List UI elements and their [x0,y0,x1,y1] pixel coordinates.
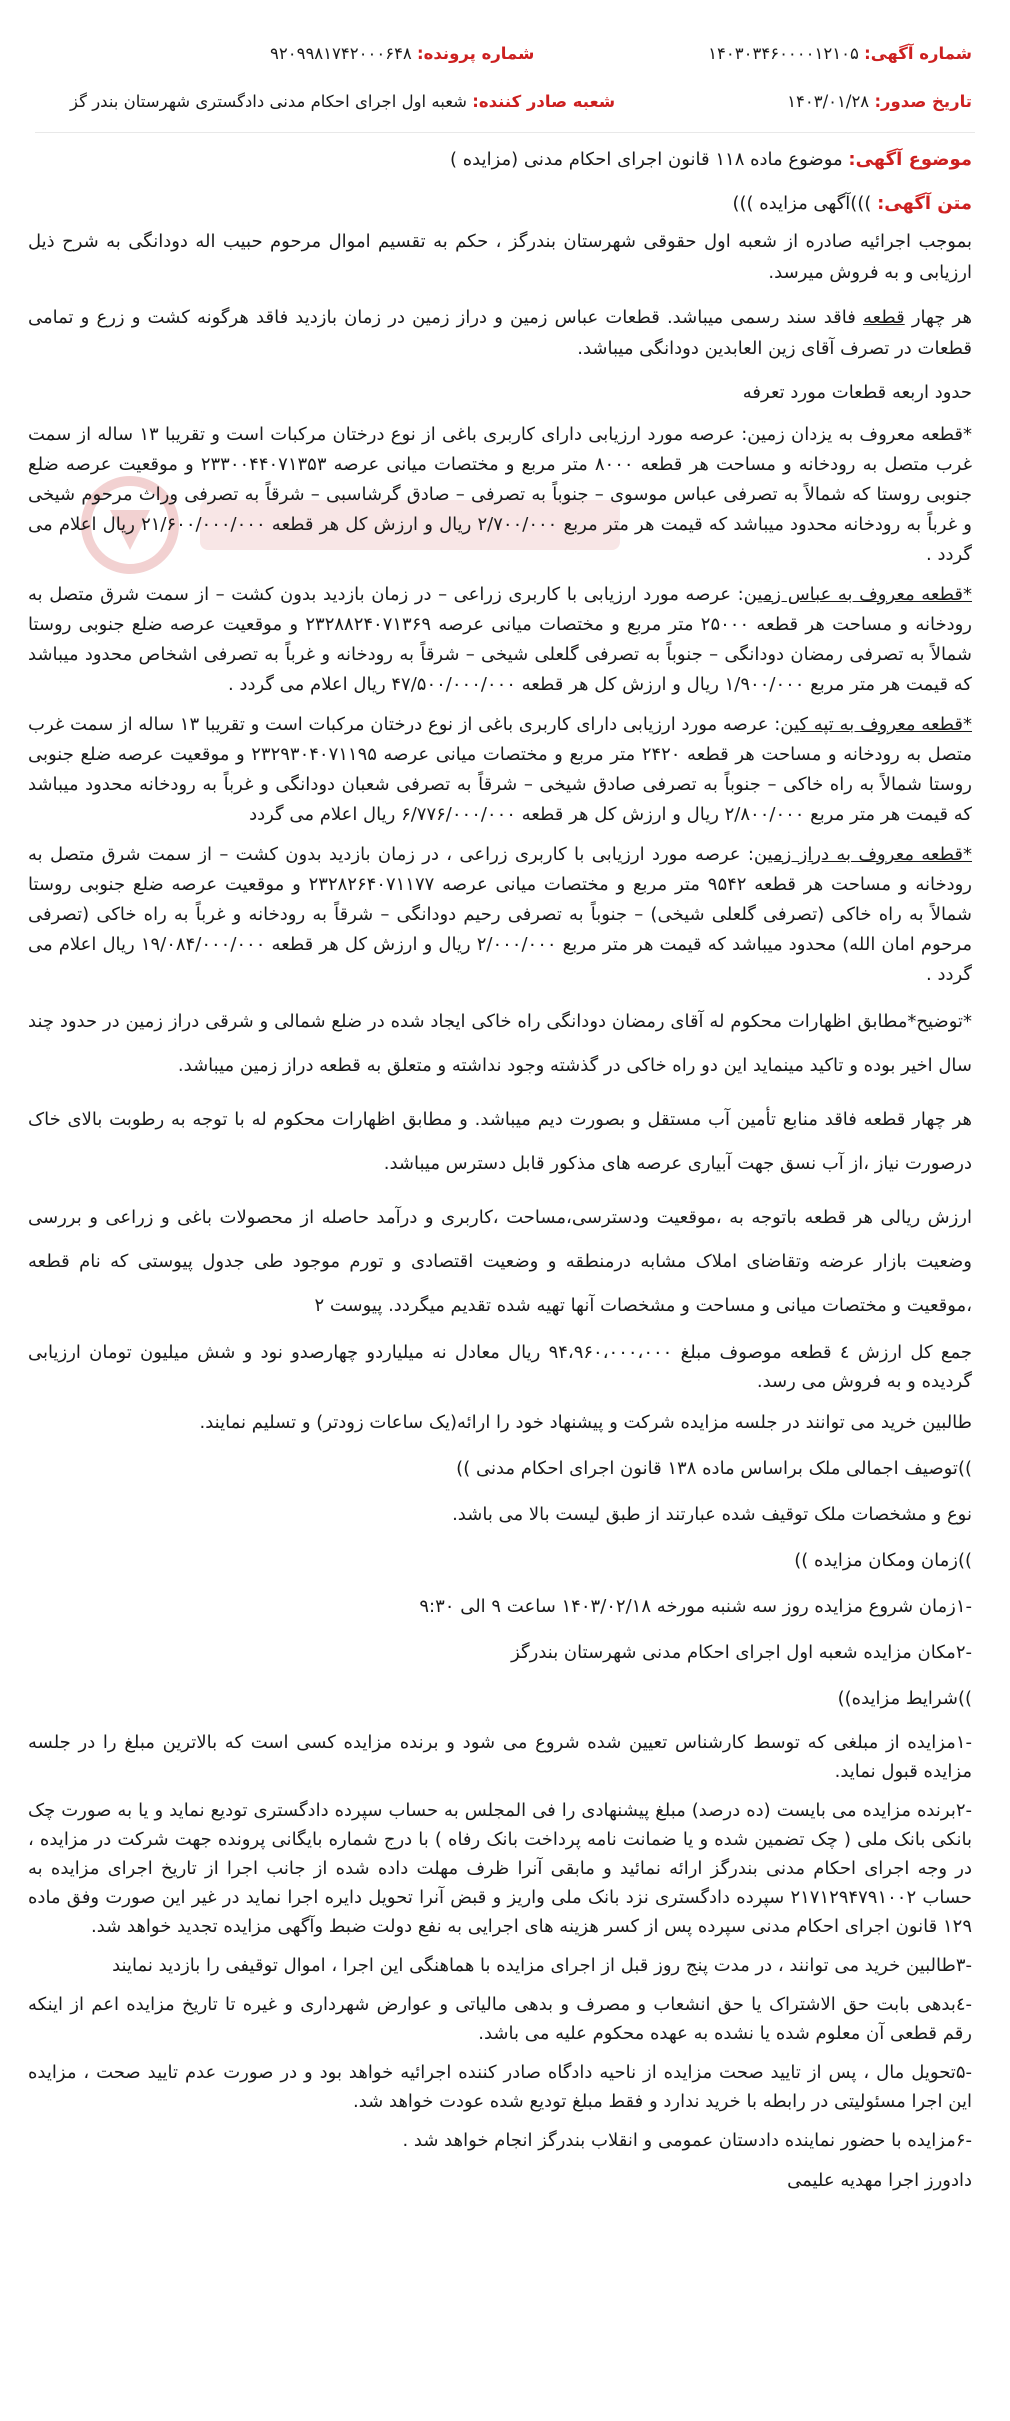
plot-abbas-title: *قطعه معروف به عباس زمین [743,584,972,605]
issuer-label: شعبه صادر کننده: [472,92,616,111]
time-item-2: -۲مکان مزایده شعبه اول اجرای احکام مدنی شهرستان بندرگز [511,1642,972,1663]
ownership-underlined: قطعه [862,307,905,328]
header-divider [35,132,975,133]
subject-label: موضوع آگهی: [848,149,972,170]
ad-number-cell [708,44,972,63]
condition-2: -۲برنده مزایده می بایست (ده درصد) مبلغ پیشنهادی را فی المجلس به حساب سپرده دادگستری تودیع نماید و یا به صورت چک بانکی بانک ملی ( چک تضمین شده و یا ضمانت نامه پرداخت بانک رفاه ) با درج شماره بایگانی پرونده جهت شرکت در مزایده ، در وجه اجرای احکام مدنی بندرگز ارائه نمائید و مابقی آنرا ظرف مهلت داده شده از جانب اجرا از تاریخ اجرای مزایده به حساب ۲۱۷۱۲۹۴۷۹۱۰۰۲ سپرده دادگستری نزد بانک ملی واریز و قبض آنرا تحویل دایره اجرا نماید در غیر این صورت وفق ماده ۱۲۹ قانون اجرای احکام مدنی سپرده پس از کسر هزینه های اجرایی به نفع دولت ضبط وآگهی مزایده تجدید خواهد شد. [28,1800,972,1937]
condition-1: -۱مزایده از مبلغی که توسط کارشناس تعیین شده شروع می شود و برنده مزایده کسی است که بالاترین مبلغ را در جلسه مزایده قبول نماید. [28,1732,972,1782]
bidders-paragraph: طالبین خرید می توانند در جلسه مزایده شرکت و پیشنهاد خود را ارائه(یک ساعات زودتر) و تسلیم نمایند. [199,1412,972,1433]
notice-content [28,138,972,2215]
total-paragraph: جمع کل ارزش ٤ قطعه موصوف مبلغ ۹۴،۹۶۰،۰۰۰،۰۰۰ ریال معادل نه میلیاردو چهارصدو نود و شش میلیون تومان ارزیابی گردیده و به فروش می رسد. [28,1342,972,1392]
valuation-paragraph: ارزش ریالی هر قطعه باتوجه به ،موقعیت ودسترسی،مساحت ،کاربری و درآمد حاصله از محصولات باغی و زراعی و بررسی وضعیت بازار عرضه وتقاضای املاک مشابه درمنطقه و وضعیت اقتصادی و تورم موجود طی جدول پیوستی که نام قطعه ،موقعیت و مختصات میانی و مساحت و مشخصات آنها تهیه شده تقدیم میگردد. پیوست ۲ [28,1207,972,1316]
plot-abbas [28,580,972,700]
time-item-1: -۱زمان شروع مزایده روز سه شنبه مورخه ۱۴۰۳/۰۲/۱۸ ساعت ۹ الی ۹:۳۰ [419,1596,972,1617]
issue-date-cell [787,92,972,111]
condition-6: -۶مزایده با حضور نماینده دادستان عمومی و انقلاب بندرگز انجام خواهد شد . [402,2130,972,2151]
water-paragraph: هر چهار قطعه فاقد منابع تأمین آب مستقل و بصورت دیم میباشد. و مطابق اظهارات محکوم له با توجه به رطوبت بالای خاک درصورت نیاز ،از آب نسق جهت آبیاری عرصه های مذکور قابل دسترس میباشد. [28,1109,972,1174]
plot-yazdan: *قطعه معروف به یزدان زمین: عرصه مورد ارزیابی دارای کاربری باغی از نوع درختان مرکبات است و تقریبا ۱۳ ساله از سمت غرب متصل به رودخانه و مساحت هر قطعه ۸۰۰۰ متر مربع و مختصات میانی عرصه ۲۳۳۰۰۴۴۰۷۱۳۵۳ و موقعیت عرصه ضلع جنوبی روستا که شمالاً به تصرفی عباس موسوی – جنوباً به تصرفی – صادق گرشاسبی – شرقاً به تصرفی وراث مرحوم شیخی و غرباً به رودخانه محدود میباشد که قیمت هر متر مربع ۲/۷۰۰/۰۰۰ ریال و ارزش کل هر قطعه ۲۱/۶۰۰/۰۰۰/۰۰۰ ریال اعلام می گردد . [28,424,973,565]
intro-paragraph: بموجب اجرائیه صادره از شعبه اول حقوقی شهرستان بندرگز ، حکم به تقسیم اموال مرحوم حبیب اله دودانگی به شرح ذیل ارزیابی و به فروش میرسد. [28,231,972,283]
plot-deraz [28,840,972,990]
issuer: شعبه اول اجرای احکام مدنی دادگستری شهرستان بندر گز [70,92,467,111]
note-paragraph: *توضیح*مطابق اظهارات محکوم له آقای رمضان دودانگی راه خاکی ایجاد شده در ضلع شمالی و شرقی دراز زمین در حدود چند سال اخیر بوده و تاکید مینماید این دو راه خاکی در گذشته وجود نداشته و متعلق به قطعه دراز زمین میباشد. [28,1011,972,1076]
issue-date: ۱۴۰۳/۰۱/۲۸ [787,92,870,111]
description-text: نوع و مشخصات ملک توقیف شده عبارتند از طبق لیست بالا می باشد. [452,1504,972,1525]
ad-number: ۱۴۰۳۰۳۴۶۰۰۰۰۱۲۱۰۵ [708,44,859,63]
plot-tapeh [28,710,972,830]
body-label: متن آگهی: [877,193,972,214]
subject-text: موضوع ماده ۱۱۸ قانون اجرای احکام مدنی (مزایده ) [449,149,843,170]
conditions-heading: ))شرایط مزایده)) [837,1688,972,1709]
plots-heading: حدود اربعه قطعات مورد تعرفه [742,382,972,403]
condition-4: -٤بدهی بابت حق الاشتراک یا حق انشعاب و مصرف و بدهی مالیاتی و عوارض شهرداری و غیره تا تاریخ مزایده اعم از اینکه رقم قطعی آن معلوم شده یا نشده به عهده محکوم علیه می باشد. [28,1994,972,2044]
case-number-cell [270,44,534,63]
notice-header [0,0,1010,140]
plot-deraz-title: *قطعه معروف به دراز زمین [753,844,972,865]
plot-abbas-text: : عرصه مورد ارزیابی با کاربری زراعی – در زمان بازدید بدون کشت – از سمت شرق متصل به رودخانه و مساحت هر قطعه ۲۵۰۰۰ متر مربع و مختصات میانی عرصه ۲۳۲۸۸۲۴۰۷۱۳۶۹ و موقعیت عرصه ضلع جنوبی روستا شمالاً به تصرفی رمضان دودانگی – جنوباً به تصرفی گلعلی شیخی – شرقاً به رودخانه و غرباً به تصرفی اشخاص محدود میباشد که قیمت هر متر مربع ۱/۹۰۰/۰۰۰ ریال و ارزش کل هر قطعه ۴۷/۵۰۰/۰۰۰/۰۰۰ ریال اعلام می گردد . [28,584,972,695]
condition-3: -۳طالبین خرید می توانند ، در مدت پنج روز قبل از اجرای مزایده با هماهنگی این اجرا ، اموال توقیفی را بازدید نمایند [112,1955,972,1976]
time-heading: ))زمان ومکان مزایده )) [794,1550,972,1571]
signature: دادورز اجرا مهدیه علیمی [787,2170,972,2191]
ownership-pre: هر چهار [911,307,972,328]
body-label-row [28,182,972,226]
case-number-label: شماره پرونده: [417,44,535,63]
condition-5: -۵تحویل مال ، پس از تایید صحت مزایده از ناحیه دادگاه صادر کننده اجرائیه خواهد بود و در صورت عدم تایید صحت ، مزایده این اجرا مسئولیتی در رابطه با خرید ندارد و فقط مبلغ تودیع شده عودت خواهد شد. [28,2062,972,2112]
ad-number-label: شماره آگهی: [864,44,972,63]
description-heading: ))توصیف اجمالی ملک براساس ماده ۱۳۸ قانون اجرای احکام مدنی )) [456,1458,972,1479]
issue-date-label: تاریخ صدور: [874,92,972,111]
plot-tapeh-title: *قطعه معروف به تپه کین [780,714,972,735]
ownership-post: فاقد سند رسمی میباشد. قطعات عباس زمین و دراز زمین در زمان بازدید فاقد هرگونه کشت و زرع و تمامی قطعات در تصرف آقای زین العابدین دودانگی میباشد. [28,307,972,359]
plot-deraz-text: : عرصه مورد ارزیابی با کاربری زراعی ، در زمان بازدید بدون کشت – از سمت شرق متصل به رودخانه و مساحت هر قطعه ۹۵۴۲ متر مربع و مختصات میانی عرصه ۲۳۲۸۲۶۴۰۷۱۱۷۷ و موقعیت عرصه ضلع جنوبی روستا شمالاً به راه خاکی (تصرفی گلعلی شیخی) – جنوباً به تصرفی رحیم دودانگی – شرقاً به رودخانه و غرباً به راه خاکی (تصرفی مرحوم امان الله) محدود میباشد که قیمت هر متر مربع ۲/۰۰۰/۰۰۰ ریال و ارزش کل هر قطعه ۱۹/۰۸۴/۰۰۰/۰۰۰ ریال اعلام می گردد . [28,844,973,985]
case-number: ۹۲۰۹۹۸۱۷۴۲۰۰۰۶۴۸ [270,44,412,63]
ownership-paragraph [28,302,972,364]
issuer-cell [70,92,615,111]
notice-title: )))آگهی مزایده ))) [732,193,872,214]
subject-row [28,138,972,182]
plot-tapeh-text: : عرصه مورد ارزیابی دارای کاربری باغی از نوع درختان مرکبات است و تقریبا ۱۳ ساله از سمت غرب متصل به رودخانه و مساحت هر قطعه ۲۴۲۰ متر مربع و مختصات میانی عرصه ۲۳۲۹۳۰۴۰۷۱۱۹۵ و موقعیت عرصه ضلع جنوبی روستا شمالاً به راه خاکی – جنوباً به تصرفی صادق شیخی – شرقاً به تصرفی شعبان دودانگی و غرباً به رودخانه محدود میباشد که قیمت هر متر مربع ۲/۸۰۰/۰۰۰ ریال و ارزش کل هر قطعه ۶/۷۷۶/۰۰۰/۰۰۰ ریال اعلام می گردد [28,714,972,825]
